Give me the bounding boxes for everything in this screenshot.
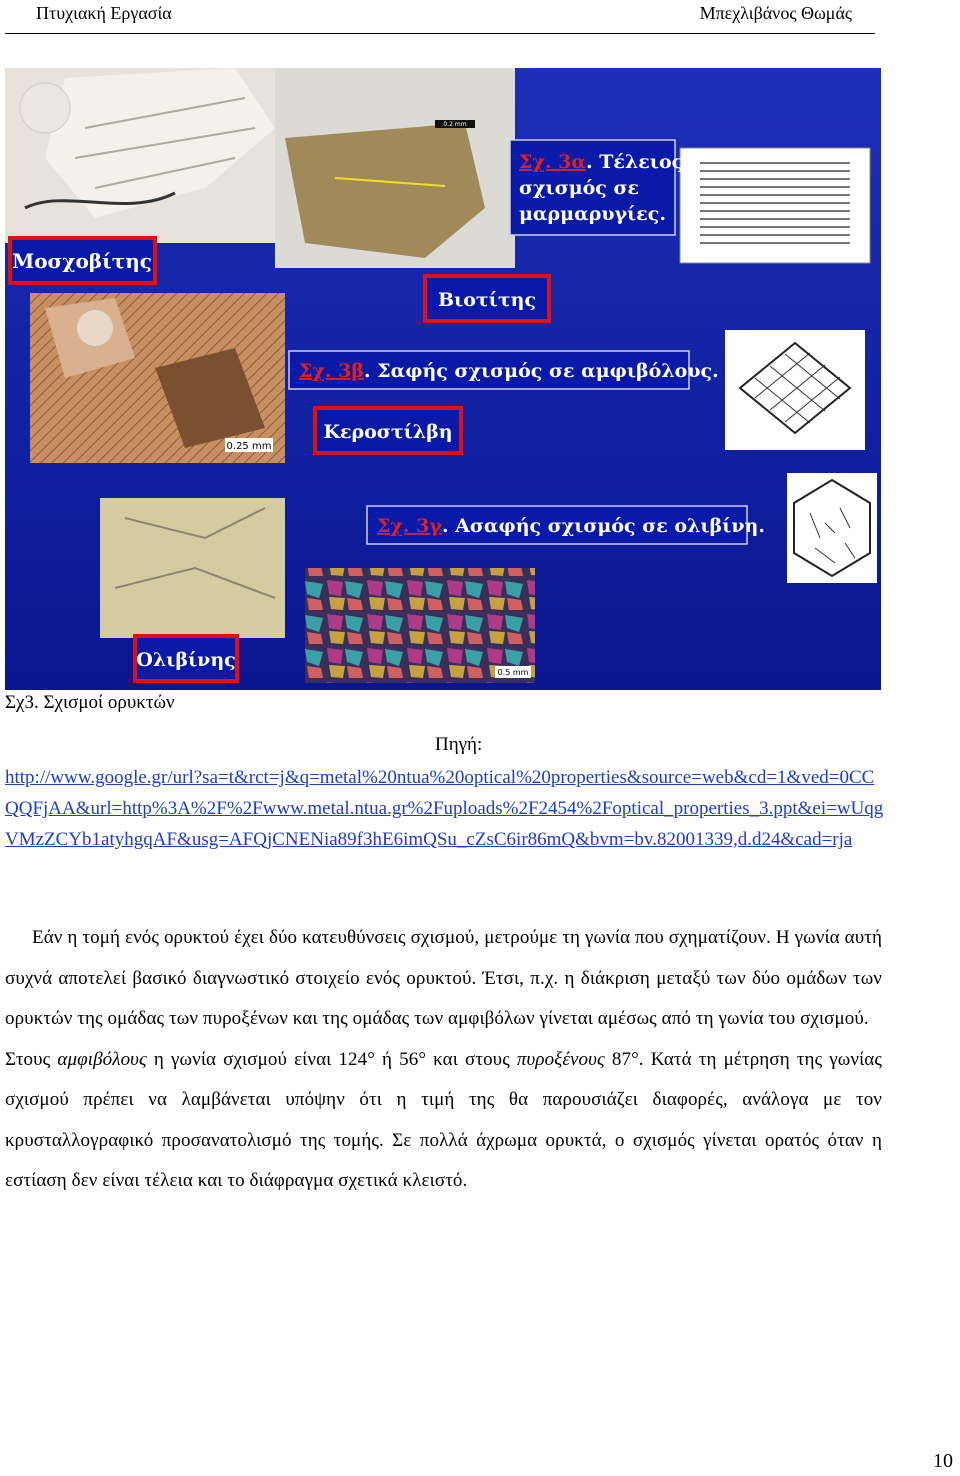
svg-text:Σχ. 3β. Σαφής σχισμός σε αμφιβ: Σχ. 3β. Σαφής σχισμός σε αμφιβόλους. [299, 360, 719, 382]
source-link[interactable]: http://www.google.gr/url?sa=t&rct=j&q=metal%20ntua%20optical%20properties&source=web&cd=1&ved=0CCQQFjAA&url=http%3A%2F%2Fwww.metal.ntua.gr%2Fuploads%2F2454%2Foptical_properties_3.ppt&ei=wUqgVMzZCYb1atyhgqAF&usg=AFQjCNENia89f3hE6imQSu_cZsC6ir86mQ&bvm=bv.82001339,d.d24&cad=rja [5, 767, 884, 850]
page-number: 10 [933, 1450, 953, 1472]
header-title: Πτυχιακή Εργασία [36, 3, 172, 23]
term-pyroxenes: πυροξένους [516, 1048, 605, 1070]
slide-image [5, 68, 881, 690]
mica-cleavage-diagram [680, 148, 870, 263]
caption-3a [510, 140, 683, 235]
amphibole-cleavage-diagram [725, 330, 865, 450]
label-muscovite [10, 238, 155, 283]
svg-text:Σχ. 3α. Τέλειος: Σχ. 3α. Τέλειος [519, 151, 684, 173]
svg-text:Σχ. 3γ. Ασαφής σχισμός σε ολιβ: Σχ. 3γ. Ασαφής σχισμός σε ολιβίνη. [377, 515, 765, 537]
label-hornblende [315, 408, 461, 453]
header-rule [5, 33, 875, 34]
svg-text:Κεροστίλβη: Κεροστίλβη [323, 421, 453, 443]
muscovite-micrograph [5, 68, 275, 243]
figure-caption: Σχ3. Σχισμοί ορυκτών [5, 692, 175, 713]
biotite-micrograph [275, 68, 515, 268]
svg-text:σχισμός σε: σχισμός σε [519, 177, 640, 199]
svg-text:Ολιβίνης: Ολιβίνης [136, 649, 236, 671]
source-label: Πηγή: [435, 734, 483, 755]
caption-3c [367, 506, 765, 544]
caption-3b [289, 351, 719, 389]
paragraph-2: Στους αμφιβόλους η γωνία σχισμού είναι 124° ή 56° και στους πυροξένους 87°. Κατά τη μέτρηση της γωνίας σχισμού πρέπει να λαμβάνεται υπόψην ότι η τιμή της θα παρουσιάζει διαφορές, ανάλογα με τον κρυσταλλογραφικό προσανατολισμό της τομής. Σε πολλά άχρωμα ορυκτά, ο σχισμός γίνεται ορατός όταν η εστίαση δεν είναι τέλεια και το διάφραγμα σχετικά κλειστό. [5, 1048, 882, 1191]
body-text [5, 918, 882, 1202]
olivine-plain-micrograph [100, 498, 285, 638]
hornblende-micrograph [30, 293, 285, 463]
scale-b: 0.5 mm [497, 668, 529, 677]
page-header [0, 0, 960, 40]
scale-top: 0.2 mm [443, 121, 467, 128]
scale-a: 0.25 mm [226, 441, 272, 452]
term-amphiboles: αμφιβόλους [57, 1048, 147, 1070]
olivine-cleavage-diagram [787, 473, 877, 583]
label-biotite [425, 276, 549, 321]
svg-text:μαρμαρυγίες.: μαρμαρυγίες. [519, 203, 666, 225]
svg-text:Μοσχοβίτης: Μοσχοβίτης [12, 249, 152, 273]
olivine-polarized-micrograph [305, 568, 535, 683]
label-olivine [135, 636, 237, 681]
header-author: Μπεχλιβάνος Θωμάς [699, 3, 852, 23]
svg-text:Βιοτίτης: Βιοτίτης [437, 289, 537, 311]
paragraph-1: Εάν η τομή ενός ορυκτού έχει δύο κατευθύνσεις σχισμού, μετρούμε τη γωνία που σχηματίζουν. Η γωνία αυτή συχνά αποτελεί βασικό διαγνωστικό στοιχείο ενός ορυκτού. Έτσι, π.χ. η διάκριση μεταξύ των δύο ομάδων των ορυκτών της ομάδας των πυροξένων και της ομάδας των αμφιβόλων γίνεται αμέσως από τη γωνία του σχισμού. [5, 927, 882, 1029]
cleavage-figure [5, 68, 881, 690]
